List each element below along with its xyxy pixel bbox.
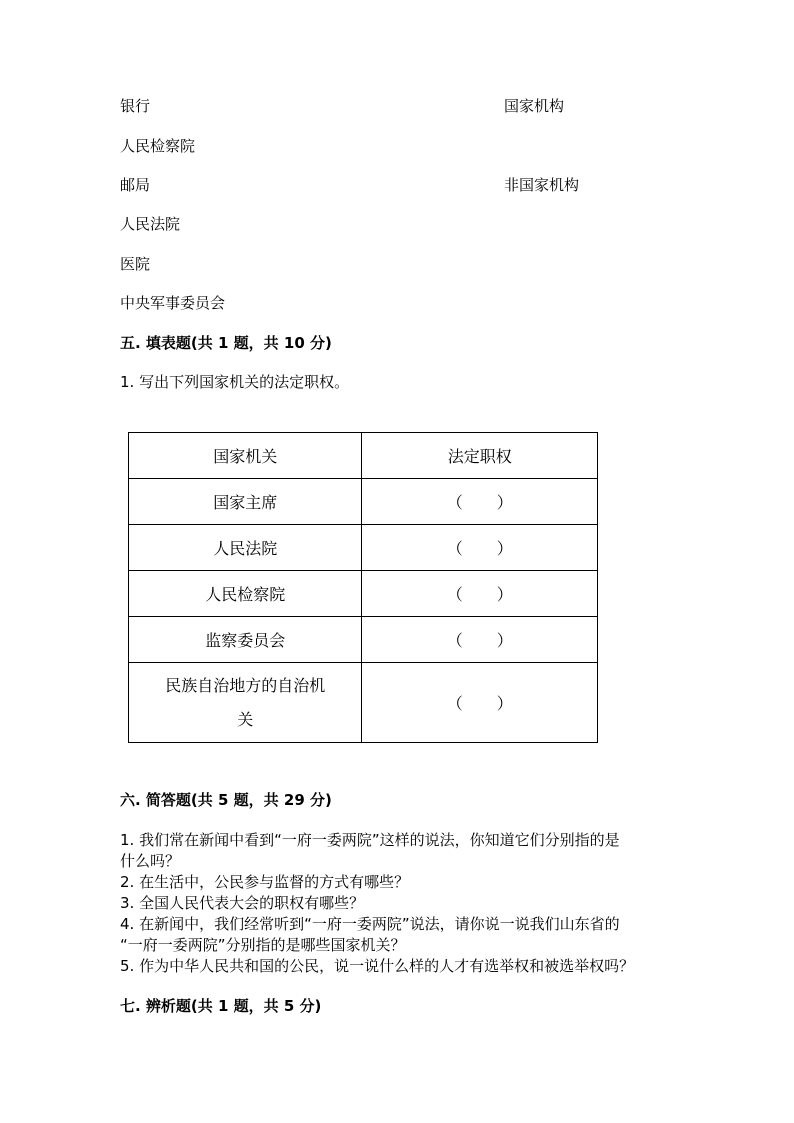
organ-cell: 监察委员会 [129,617,362,663]
organ-cell: 国家主席 [129,479,362,525]
matching-left-item: 人民检察院 [120,137,196,155]
matching-right-item: 非国家机构 [504,176,580,194]
matching-right-item: 国家机构 [504,97,565,115]
organ-line: 关 [237,709,254,729]
organ-cell: 人民法院 [129,525,362,571]
table-row [129,571,598,617]
question-line: “一府一委两院”分别指的是哪些国家机关？ [120,936,406,954]
rights-table [128,432,598,743]
question-line: 1. 我们常在新闻中看到“一府一委两院”这样的说法，你知道它们分别指的是 [120,831,620,849]
matching-left-item: 中央军事委员会 [120,294,226,312]
table-row [129,617,598,663]
answer-blank[interactable] [362,617,598,663]
organ-cell: 人民检察院 [129,571,362,617]
paren-open: （ [446,539,463,558]
table-header-cell: 国家机关 [129,433,362,479]
table-header-row [129,433,598,479]
question-line: 3. 全国人民代表大会的职权有哪些？ [120,894,365,912]
table-row [129,479,598,525]
matching-left-item: 银行 [120,97,151,115]
answer-blank[interactable] [362,571,598,617]
paren-open: （ [446,631,463,650]
paren-close: ） [496,631,513,650]
organ-line: 民族自治地方的自治机 [165,675,326,695]
matching-left-item: 人民法院 [120,215,181,233]
question-line: 4. 在新闻中，我们经常听到“一府一委两院”说法，请你说一说我们山东省的 [120,915,620,933]
answer-blank[interactable] [362,479,598,525]
matching-left-item: 医院 [120,255,151,273]
matching-left-item: 邮局 [120,176,151,194]
section-heading: 五. 填表题(共 1 题，共 10 分) [120,334,332,352]
question-line: 2. 在生活中，公民参与监督的方式有哪些？ [120,873,410,891]
paren-close: ） [496,694,513,713]
paren-open: （ [446,493,463,512]
table-row [129,525,598,571]
table-row [129,663,598,743]
table-header-cell: 法定职权 [362,433,598,479]
organ-cell [129,663,362,743]
question-line: 5. 作为中华人民共和国的公民，说一说什么样的人才有选举权和被选举权吗？ [120,957,635,975]
answer-blank[interactable] [362,663,598,743]
answer-blank[interactable] [362,525,598,571]
section-heading: 六. 简答题(共 5 题，共 29 分) [120,791,332,809]
section-heading: 七. 辨析题(共 1 题，共 5 分) [120,997,322,1015]
question-text: 1. 写出下列国家机关的法定职权。 [120,373,350,391]
question-line: 什么吗？ [120,852,181,870]
paren-close: ） [496,493,513,512]
paren-open: （ [446,694,463,713]
paren-close: ） [496,585,513,604]
paren-open: （ [446,585,463,604]
paren-close: ） [496,539,513,558]
